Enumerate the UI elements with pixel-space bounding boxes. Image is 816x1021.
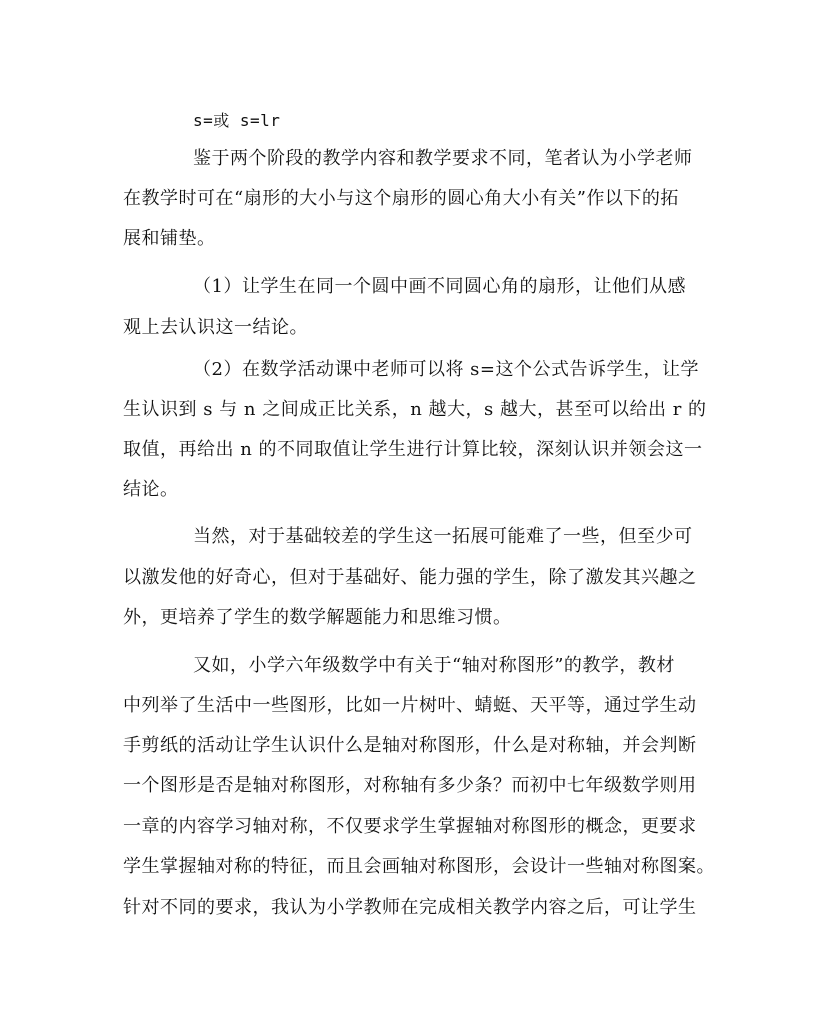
- paragraph-line: 中列举了生活中一些图形，比如一片树叶、蜻蜓、天平等，通过学生动: [123, 695, 697, 716]
- paragraph-line: 又如，小学六年级数学中有关于“轴对称图形”的教学，教材: [193, 655, 675, 676]
- paragraph-line: 观上去认识这一结论。: [123, 317, 308, 338]
- paragraph-line: 学生掌握轴对称的特征，而且会画轴对称图形，会设计一些轴对称图案。: [123, 856, 715, 877]
- paragraph-line: 针对不同的要求，我认为小学教师在完成相关教学内容之后，可让学生: [123, 897, 697, 918]
- paragraph-line: 一章的内容学习轴对称，不仅要求学生掌握轴对称图形的概念，更要求: [123, 816, 697, 837]
- paragraph-line: 结论。: [123, 479, 179, 500]
- paragraph-line: 以激发他的好奇心，但对于基础好、能力强的学生，除了激发其兴趣之: [123, 567, 697, 588]
- paragraph-line: 外，更培养了学生的数学解题能力和思维习惯。: [123, 607, 512, 628]
- paragraph-line: 生认识到 s 与 n 之间成正比关系，n 越大，s 越大，甚至可以给出 r 的: [123, 399, 707, 420]
- formula-line: s=或 s=lr: [193, 111, 281, 130]
- paragraph-line: 一个图形是否是轴对称图形，对称轴有多少条？而初中七年级数学则用: [123, 775, 697, 796]
- paragraph-line: （2）在数学活动课中老师可以将 s=这个公式告诉学生，让学: [193, 359, 699, 380]
- paragraph-line: 取值，再给出 n 的不同取值让学生进行计算比较，深刻认识并领会这一: [123, 439, 703, 460]
- paragraph-line: 展和铺垫。: [123, 228, 216, 249]
- paragraph-line: 手剪纸的活动让学生认识什么是轴对称图形，什么是对称轴，并会判断: [123, 735, 697, 756]
- paragraph-line: 鉴于两个阶段的教学内容和教学要求不同，笔者认为小学老师: [193, 148, 693, 169]
- paragraph-line: 当然，对于基础较差的学生这一拓展可能难了一些，但至少可: [193, 526, 693, 547]
- paragraph-line: 在教学时可在“扇形的大小与这个扇形的圆心角大小有关”作以下的拓: [123, 188, 679, 209]
- paragraph-line: （1）让学生在同一个圆中画不同圆心角的扇形，让他们从感: [193, 276, 686, 297]
